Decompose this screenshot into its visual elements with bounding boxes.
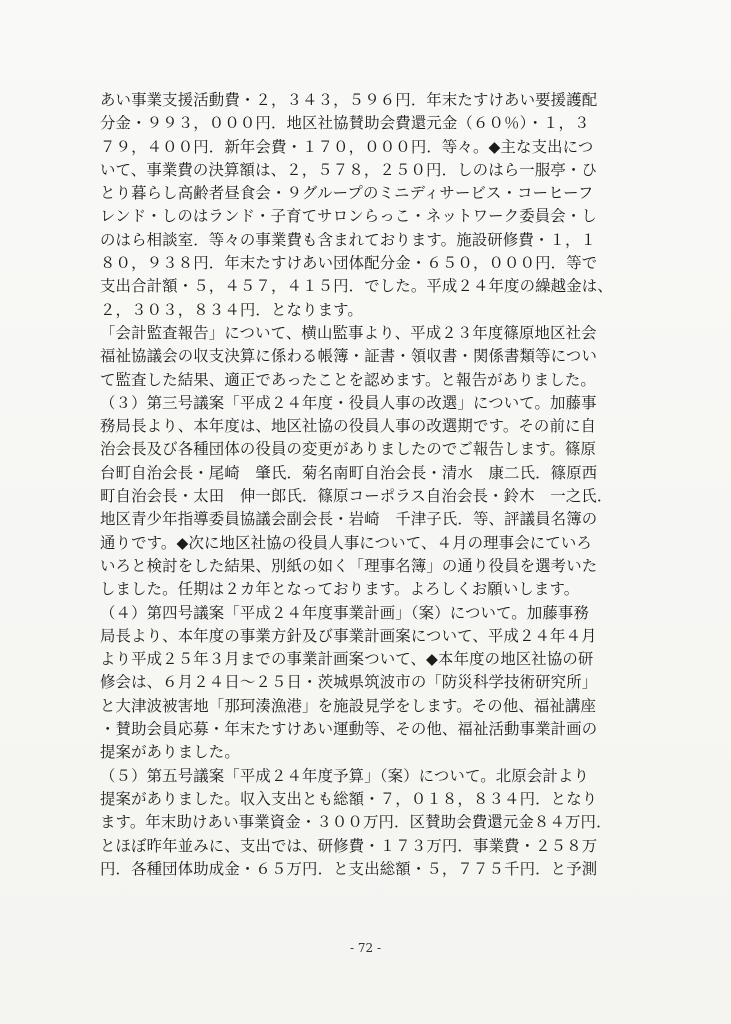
text-line: 地区青少年指導委員協議会副会長・岩崎 千津子氏．等、評議員名簿の xyxy=(100,510,598,529)
text-line: 分金・９９３，０００円．地区社協賛助会費還元金（６０％）・１，３ xyxy=(100,114,590,133)
text-line: 「会計監査報告」について、横山監事より、平成２３年度篠原地区社会 xyxy=(100,323,597,342)
text-line: いて、事業費の決算額は、２，５７８，２５０円．しのはら一服亭・ひ xyxy=(100,160,597,179)
text-line: 修会は、６月２４日～２５日・茨城県筑波市の「防災科学技術研究所」 xyxy=(100,673,598,692)
text-line: より平成２５年３月までの事業計画案ついて、◆本年度の地区社協の研 xyxy=(100,650,594,669)
text-line: いろと検討をした結果、別紙の如く「理事名簿」の通り役員を選考いた xyxy=(100,556,598,575)
text-line: しました。任期は２カ年となっております。よろしくお願いします。 xyxy=(100,580,580,599)
text-line: あい事業支援活動費・２，３４３，５９６円．年末たすけあい要援護配 xyxy=(100,91,598,109)
text-line: 務局長より、本年度は、地区社協の役員人事の改選期です。その前に自 xyxy=(100,417,597,436)
text-line: ます。年末助けあい事業資金・３００万円．区賛助会費還元金８４万円． xyxy=(100,813,612,832)
text-line: と大津波被害地「那珂湊漁港」を施設見学をします。その他、福祉講座 xyxy=(100,696,597,715)
text-line: て監査した結果、適正であったことを認めます。と報告がありました。 xyxy=(100,370,596,389)
text-line: （４）第四号議案「平成２４年度事業計画」（案）について。加藤事務 xyxy=(100,603,589,622)
text-line: （５）第五号議案「平成２４年度予算」（案）について。北原会計より xyxy=(100,766,589,785)
text-line: 提案がありました。 xyxy=(100,743,240,762)
body-text xyxy=(100,89,630,881)
text-line: 町自治会長・太田 伸一郎氏．篠原コーポラス自治会長・鈴木 一之氏． xyxy=(100,487,613,506)
page-number: - 72 - xyxy=(349,941,381,955)
text-line: レンド・しのはランド・子育てサロンらっこ・ネットワーク委員会・し xyxy=(100,207,597,226)
text-line: （３）第三号議案「平成２４年度・役員人事の改選」について。加藤事 xyxy=(100,393,597,412)
text-line: 支出合計額・５，４５７，４１５円．でした。平成２４年度の繰越金は、 xyxy=(100,277,613,296)
text-line: ２，３０３，８３４円．となります。 xyxy=(100,300,363,319)
text-line: のはら相談室．等々の事業費も含まれております。施設研修費・１，１ xyxy=(100,230,597,249)
text-line: 提案がありました。収入支出とも総額・７，０１８，８３４円．となり xyxy=(100,789,598,808)
text-line: 治会長及び各種団体の役員の変更がありましたのでご報告します。篠原 xyxy=(100,440,597,459)
text-line: ・賛助会員応募・年末たすけあい運動等、その他、福祉活動事業計画の xyxy=(100,720,598,739)
text-line: 通りです。◆次に地区社協の役員人事について、４月の理事会にていろ xyxy=(100,533,592,552)
text-line: 円．各種団体助成金・６５万円．と支出総額・５，７７５千円．と予測 xyxy=(100,859,598,878)
text-line: 福祉協議会の収支決算に係わる帳簿・証書・領収書・関係書類等につい xyxy=(100,347,597,366)
text-line: ７９，４００円．新年会費・１７０，０００円．等々。◆主な支出につ xyxy=(100,137,594,156)
text-line: とほぼ昨年並みに、支出では、研修費・１７３万円．事業費・２５８万 xyxy=(100,836,598,855)
text-line: ８０，９３８円．年末たすけあい団体配分金・６５０，０００円．等で xyxy=(100,254,598,273)
text-line: とり暮らし高齢者昼食会・９グループのミニディサービス・コーヒーフ xyxy=(100,184,594,203)
text-line: 台町自治会長・尾崎 肇氏．菊名南町自治会長・清水 康二氏．篠原西 xyxy=(100,463,598,482)
text-line: 局長より、本年度の事業方針及び事業計画案について、平成２４年４月 xyxy=(100,626,597,645)
